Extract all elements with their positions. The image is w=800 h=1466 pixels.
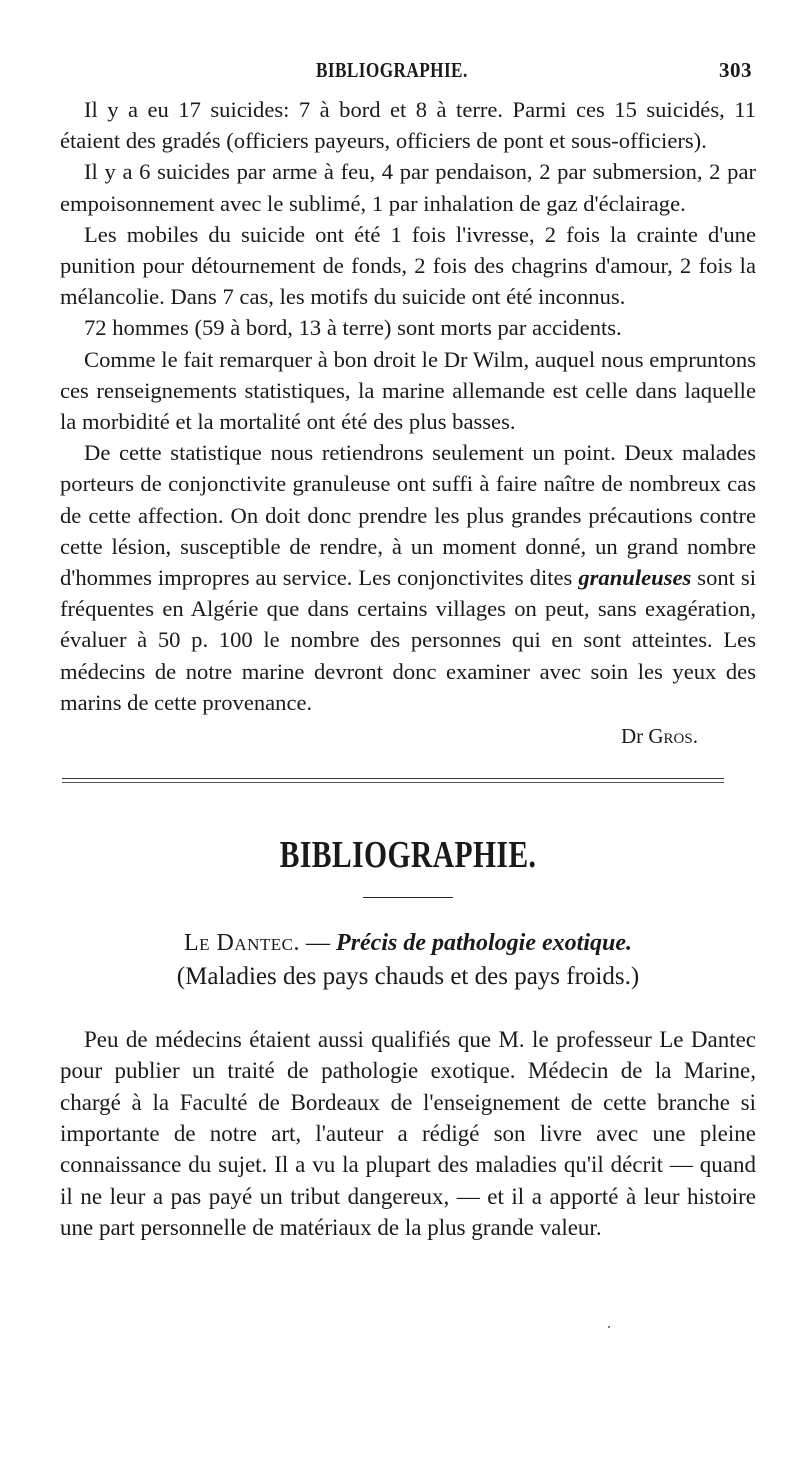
book-dash: — <box>300 930 337 957</box>
conjunctivitis-text-before: De cette statistique nous retiendrons seulement un point. Deux malades porteurs de conjonctivite granuleuse ont suffi à faire naître de nombreux cas de cette affection. On doit donc prendre les plus grandes précautions contre cette lésion, susceptible de rendre, à un moment donné, un grand nombre d'hommes impropres au service. Les conjonctivites dites <box>60 440 756 591</box>
emphasis-granuleuses: granuleuses <box>578 565 692 591</box>
paragraph-suicides: Il y a eu 17 suicides: 7 à bord et 8 à terre. Parmi ces 15 suicidés, 11 étaient des gradés (officiers payeurs, officiers de pont et sous-officiers). <box>60 97 756 154</box>
signature-name: Gros. <box>648 724 698 749</box>
paragraph-suicide-methods: Il y a 6 suicides par arme à feu, 4 par pendaison, 2 par submersion, 2 par empoisonnement avec le sublimé, 1 par inhalation de gaz d'éclairage. <box>60 159 756 216</box>
article-end <box>60 94 756 760</box>
review-paragraph: Peu de médecins étaient aussi qualifiés que M. le professeur Le Dantec pour publier un traité de pathologie exotique. Médecin de la Marine, chargé à la Faculté de Bordeaux de l'enseignement de cette branche si importante de notre art, l'auteur a rédigé son livre avec une pleine connaissance du sujet. Il a vu la plupart des maladies qu'il décrit — quand il ne leur a pas payé un tribut dangereux, — et il a apporté à leur histoire une part personnelle de matériaux de la plus grande valeur. <box>60 1027 756 1240</box>
conjunctivitis-text-after: sont si fréquentes en Algérie que dans certains villages on peut, sans exagération, évaluer à 50 p. 100 le nombre des personnes qui en sont atteintes. Les médecins de notre marine devront donc examiner avec soin les yeux des marins de cette provenance. <box>60 565 756 715</box>
book-title: Précis de pathologie exotique. <box>336 930 632 957</box>
signature-prefix: Dr <box>620 724 644 749</box>
section-title: BIBLIOGRAPHIE. <box>279 834 537 877</box>
book-reference <box>60 926 756 960</box>
title-underline <box>363 897 453 898</box>
paragraph-accidents: 72 hommes (59 à bord, 13 à terre) sont morts par accidents. <box>84 315 622 341</box>
paragraph-wilm-statistics: Comme le fait remarquer à bon droit le Dr Wilm, auquel nous empruntons ces renseignements statistiques, la marine allemande est celle dans laquelle la morbidité et la mortalité ont été des plus basses. <box>60 346 756 435</box>
book-author: Le Dantec. <box>183 930 301 957</box>
print-speck <box>608 1326 610 1328</box>
paragraph-conjunctivitis <box>60 437 756 718</box>
signature <box>60 724 698 760</box>
page <box>60 58 756 1243</box>
paragraph-suicide-motives: Les mobiles du suicide ont été 1 fois l'ivresse, 2 fois la crainte d'une punition pour détournement de fonds, 2 fois des chagrins d'amour, 2 fois la mélancolie. Dans 7 cas, les motifs du suicide ont été inconnus. <box>60 221 756 310</box>
book-subtitle: (Maladies des pays chauds et des pays froids.) <box>176 963 640 991</box>
running-head <box>316 58 752 94</box>
section-divider <box>62 778 724 783</box>
page-number: 303 <box>719 58 752 82</box>
running-head-title: BIBLIOGRAPHIE. <box>316 58 468 82</box>
review <box>60 1024 756 1243</box>
